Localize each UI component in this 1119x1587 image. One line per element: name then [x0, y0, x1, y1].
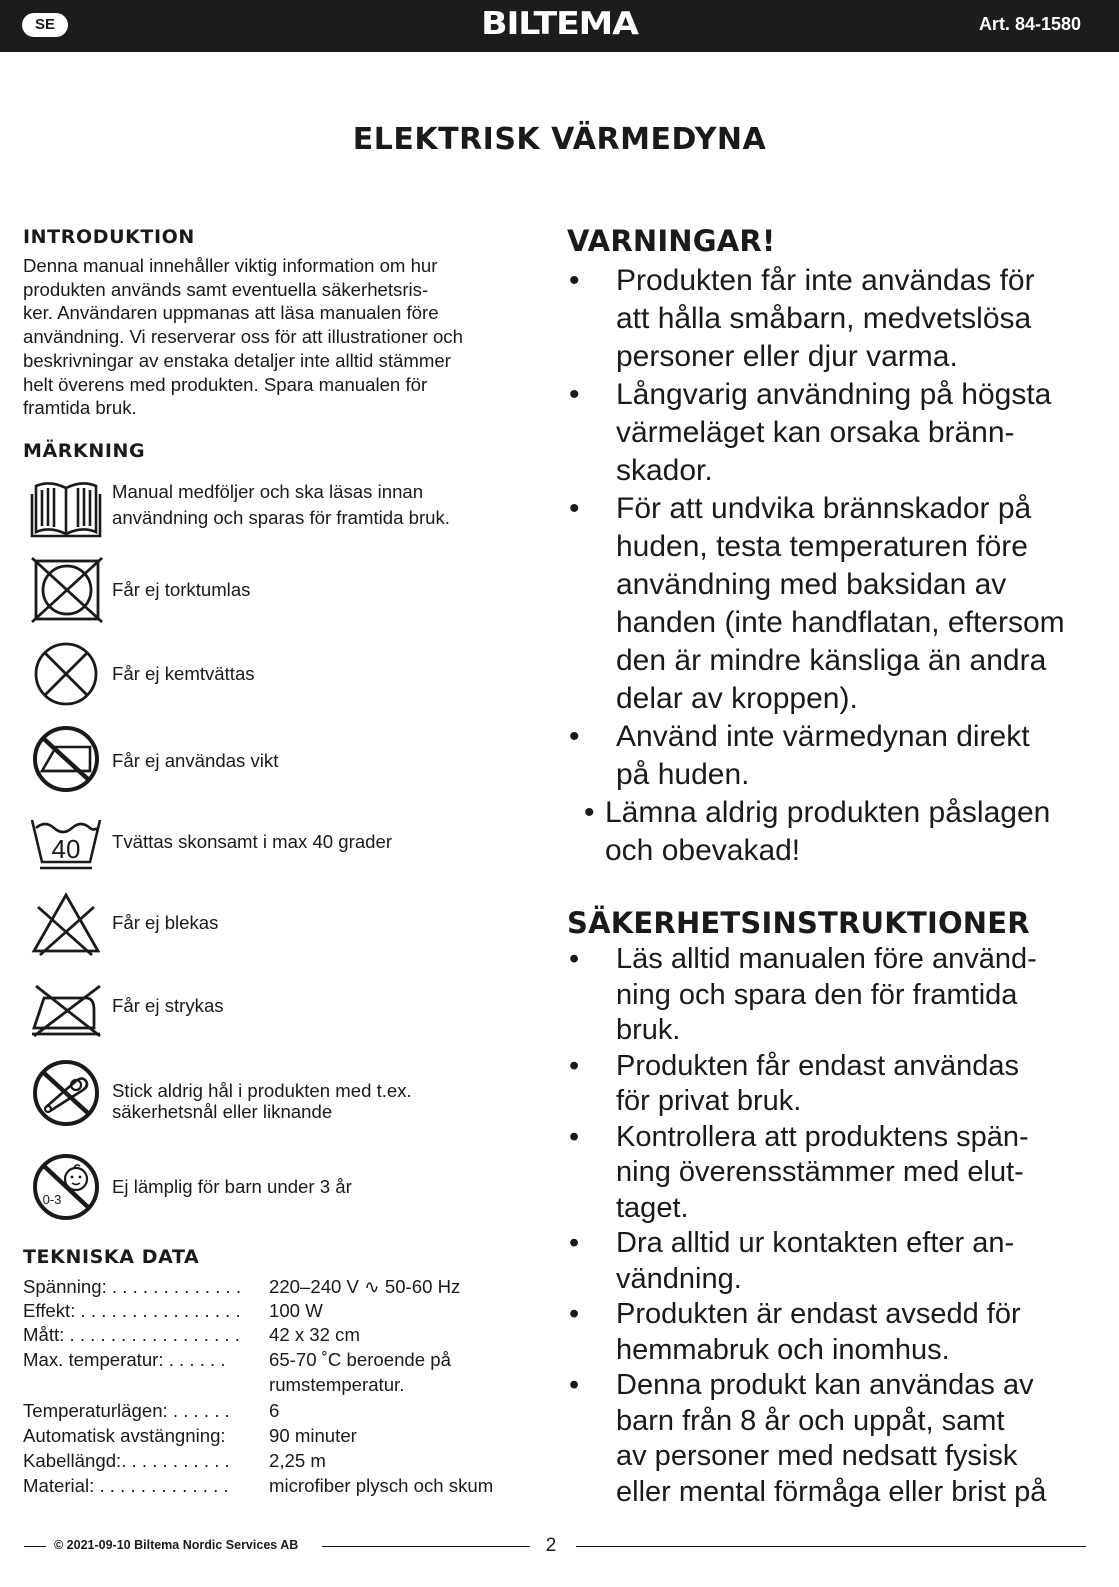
warning-line: personer eller djur varma. — [616, 340, 958, 373]
marking-label: Ej lämplig för barn under 3 år — [112, 1176, 352, 1197]
spec-row-size — [23, 1322, 548, 1347]
bullet: • — [569, 1227, 580, 1259]
safety-line: av personer med nedsatt fysisk — [616, 1440, 1018, 1472]
spec-value: 65-70 ˚C beroende på — [269, 1349, 451, 1370]
marking-label: Får ej strykas — [112, 995, 224, 1016]
warnings-list — [567, 262, 1097, 870]
spec-row-auto-off — [23, 1423, 548, 1448]
safety-item — [567, 1226, 1097, 1297]
warning-item — [567, 794, 1097, 870]
safety-line: för privat bruk. — [616, 1085, 802, 1117]
spec-row-levels — [23, 1398, 548, 1423]
warning-line: skador. — [616, 454, 713, 487]
marking-label — [112, 1079, 552, 1123]
marking-label-line: Stick aldrig hål i produkten med t.ex. — [112, 1080, 412, 1101]
spec-row-max-temp — [23, 1347, 548, 1397]
brand-logo: BILTEMA — [481, 6, 638, 42]
warning-line: värmeläget kan orsaka bränn- — [616, 416, 1015, 449]
spec-value: 100 W — [269, 1300, 323, 1321]
marking-label: Får ej blekas — [112, 912, 219, 933]
spec-value-continued: rumstemperatur. — [269, 1374, 405, 1395]
no-tumble-dry-icon — [28, 556, 104, 624]
warnings-heading: VARNINGAR! — [567, 224, 776, 258]
spec-row-voltage — [23, 1274, 548, 1299]
safety-line: taget. — [616, 1191, 689, 1224]
warning-line: handen (inte handflatan, eftersom — [616, 606, 1065, 639]
no-iron-icon — [28, 974, 104, 1042]
intro-text — [23, 254, 548, 420]
safety-line: ning överensstämmer med elut- — [616, 1156, 1024, 1188]
safety-item — [567, 1297, 1097, 1368]
spec-value: 2,25 m — [269, 1450, 326, 1471]
spec-label: Material: . . . . . . . . . . . . . — [23, 1475, 229, 1496]
warning-line: delar av kroppen). — [616, 682, 858, 715]
spec-label: Mått: . . . . . . . . . . . . . . . . . — [23, 1324, 240, 1345]
marking-label-line: säkerhetsnål eller liknande — [112, 1101, 333, 1122]
marking-label — [112, 480, 552, 529]
header-bar — [0, 0, 1119, 52]
spec-value: microfiber plysch och skum — [269, 1475, 494, 1496]
article-number: Art. 84-1580 — [978, 14, 1081, 34]
intro-line: beskrivningar av enstaka detaljer inte alltid stämmer — [23, 349, 451, 371]
bullet: • — [569, 1298, 580, 1330]
spec-row-cable — [23, 1448, 548, 1473]
bullet: • — [569, 378, 580, 411]
page-number: 2 — [545, 1535, 557, 1556]
safety-line: vändning. — [616, 1262, 742, 1295]
spec-label: Automatisk avstängning: — [23, 1425, 226, 1446]
warning-item — [567, 490, 1097, 718]
bullet: • — [569, 1120, 580, 1153]
spec-value: 6 — [269, 1400, 280, 1421]
wash-temperature: 40 — [51, 834, 81, 864]
safety-line: Dra alltid ur kontakten efter an- — [616, 1227, 1015, 1259]
spec-row-material — [23, 1473, 548, 1498]
safety-line: Denna produkt kan användas av — [616, 1369, 1034, 1401]
warning-line: Använd inte värmedynan direkt — [616, 720, 1030, 753]
safety-heading: SÄKERHETSINSTRUKTIONER — [567, 906, 1030, 940]
safety-item — [567, 1049, 1097, 1120]
warning-line: användning med baksidan av — [616, 568, 1007, 601]
safety-item — [567, 942, 1097, 1049]
safety-line: bruk. — [616, 1014, 681, 1046]
bullet: • — [569, 720, 580, 753]
no-pin-icon — [28, 1059, 104, 1127]
intro-heading: INTRODUKTION — [23, 226, 195, 248]
warning-line: Produkten får inte användas för — [616, 264, 1035, 297]
tech-heading: TEKNISKA DATA — [23, 1246, 200, 1268]
intro-line: framtida bruk. — [23, 397, 137, 419]
no-dry-clean-icon — [28, 640, 104, 708]
marking-label: Får ej användas vikt — [112, 750, 279, 771]
footer-rule — [322, 1546, 530, 1547]
marking-label: Tvättas skonsamt i max 40 grader — [112, 831, 393, 852]
safety-line: Kontrollera att produktens spän- — [616, 1120, 1029, 1153]
bullet: • — [569, 492, 580, 525]
intro-line: helt överens med produkten. Spara manualen för — [23, 373, 428, 395]
marking-label-line: Manual medföljer och ska läsas innan — [112, 481, 424, 502]
warning-line: att hålla småbarn, medvetslösa — [616, 302, 1032, 335]
bullet: • — [569, 264, 580, 297]
safety-line: ning och spara den för framtida — [616, 978, 1018, 1011]
language-badge: SE — [22, 13, 68, 37]
spec-label: Max. temperatur: . . . . . . — [23, 1349, 226, 1370]
manual-book-icon — [28, 476, 104, 544]
wash-40-icon — [28, 810, 104, 878]
warning-line: den är mindre känsliga än andra — [616, 644, 1047, 677]
no-fold-icon — [28, 725, 104, 793]
warning-line: Långvarig användning på högsta — [616, 378, 1052, 411]
bullet: • — [569, 1369, 580, 1401]
not-for-children-0-3-icon — [28, 1153, 104, 1221]
intro-line: användning. Vi reserverar oss för att illustrationer och — [23, 326, 463, 348]
safety-item — [567, 1120, 1097, 1227]
safety-line: hemmabruk och inomhus. — [616, 1333, 950, 1366]
bullet: • — [584, 796, 595, 829]
warning-item — [567, 376, 1097, 490]
intro-line: ker. Användaren uppmanas att läsa manualen före — [23, 302, 439, 324]
safety-line: Produkten får endast användas — [616, 1049, 1020, 1082]
bullet: • — [569, 943, 580, 975]
intro-line: Denna manual innehåller viktig information om hur — [23, 255, 438, 276]
safety-list — [567, 942, 1097, 1510]
warning-line: För att undvika brännskador på — [616, 492, 1032, 525]
no-bleach-icon — [28, 889, 104, 957]
spec-label: Temperaturlägen: . . . . . . — [23, 1400, 230, 1421]
footer-rule — [24, 1546, 46, 1547]
warning-item — [567, 718, 1097, 794]
marking-label: Får ej kemtvättas — [112, 663, 255, 684]
safety-line: Läs alltid manualen före använd- — [616, 943, 1037, 975]
marking-heading: MÄRKNING — [23, 440, 146, 462]
marking-label-line: användning och sparas för framtida bruk. — [112, 507, 450, 528]
document-title: ELEKTRISK VÄRMEDYNA — [352, 122, 767, 157]
warning-item — [567, 262, 1097, 376]
spec-value: 90 minuter — [269, 1425, 357, 1446]
safety-line: Produkten är endast avsedd för — [616, 1298, 1021, 1330]
warning-line: Lämna aldrig produkten påslagen — [605, 796, 1051, 829]
safety-line: eller mental förmåga eller brist på — [616, 1475, 1047, 1508]
spec-label: Spänning: . . . . . . . . . . . . . — [23, 1276, 242, 1297]
warning-line: och obevakad! — [605, 834, 801, 867]
warning-line: huden, testa temperaturen före — [616, 530, 1028, 563]
intro-line: produkten används samt eventuella säkerhetsris- — [23, 278, 429, 300]
safety-item — [567, 1368, 1097, 1510]
marking-label: Får ej torktumlas — [112, 579, 251, 600]
spec-label: Kabellängd:. . . . . . . . . . . — [23, 1450, 230, 1471]
spec-value: 220–240 V ∿ 50-60 Hz — [269, 1276, 461, 1297]
page-footer — [0, 1535, 1119, 1559]
age-label: 0-3 — [42, 1192, 62, 1207]
warning-line: på huden. — [616, 758, 750, 791]
spec-row-power — [23, 1298, 548, 1323]
copyright: © 2021-09-10 Biltema Nordic Services AB — [54, 1538, 299, 1552]
footer-rule — [576, 1546, 1086, 1547]
spec-value: 42 x 32 cm — [269, 1324, 360, 1345]
safety-line: barn från 8 år och uppåt, samt — [616, 1404, 1005, 1437]
bullet: • — [569, 1049, 580, 1082]
spec-label: Effekt: . . . . . . . . . . . . . . . . — [23, 1300, 241, 1321]
